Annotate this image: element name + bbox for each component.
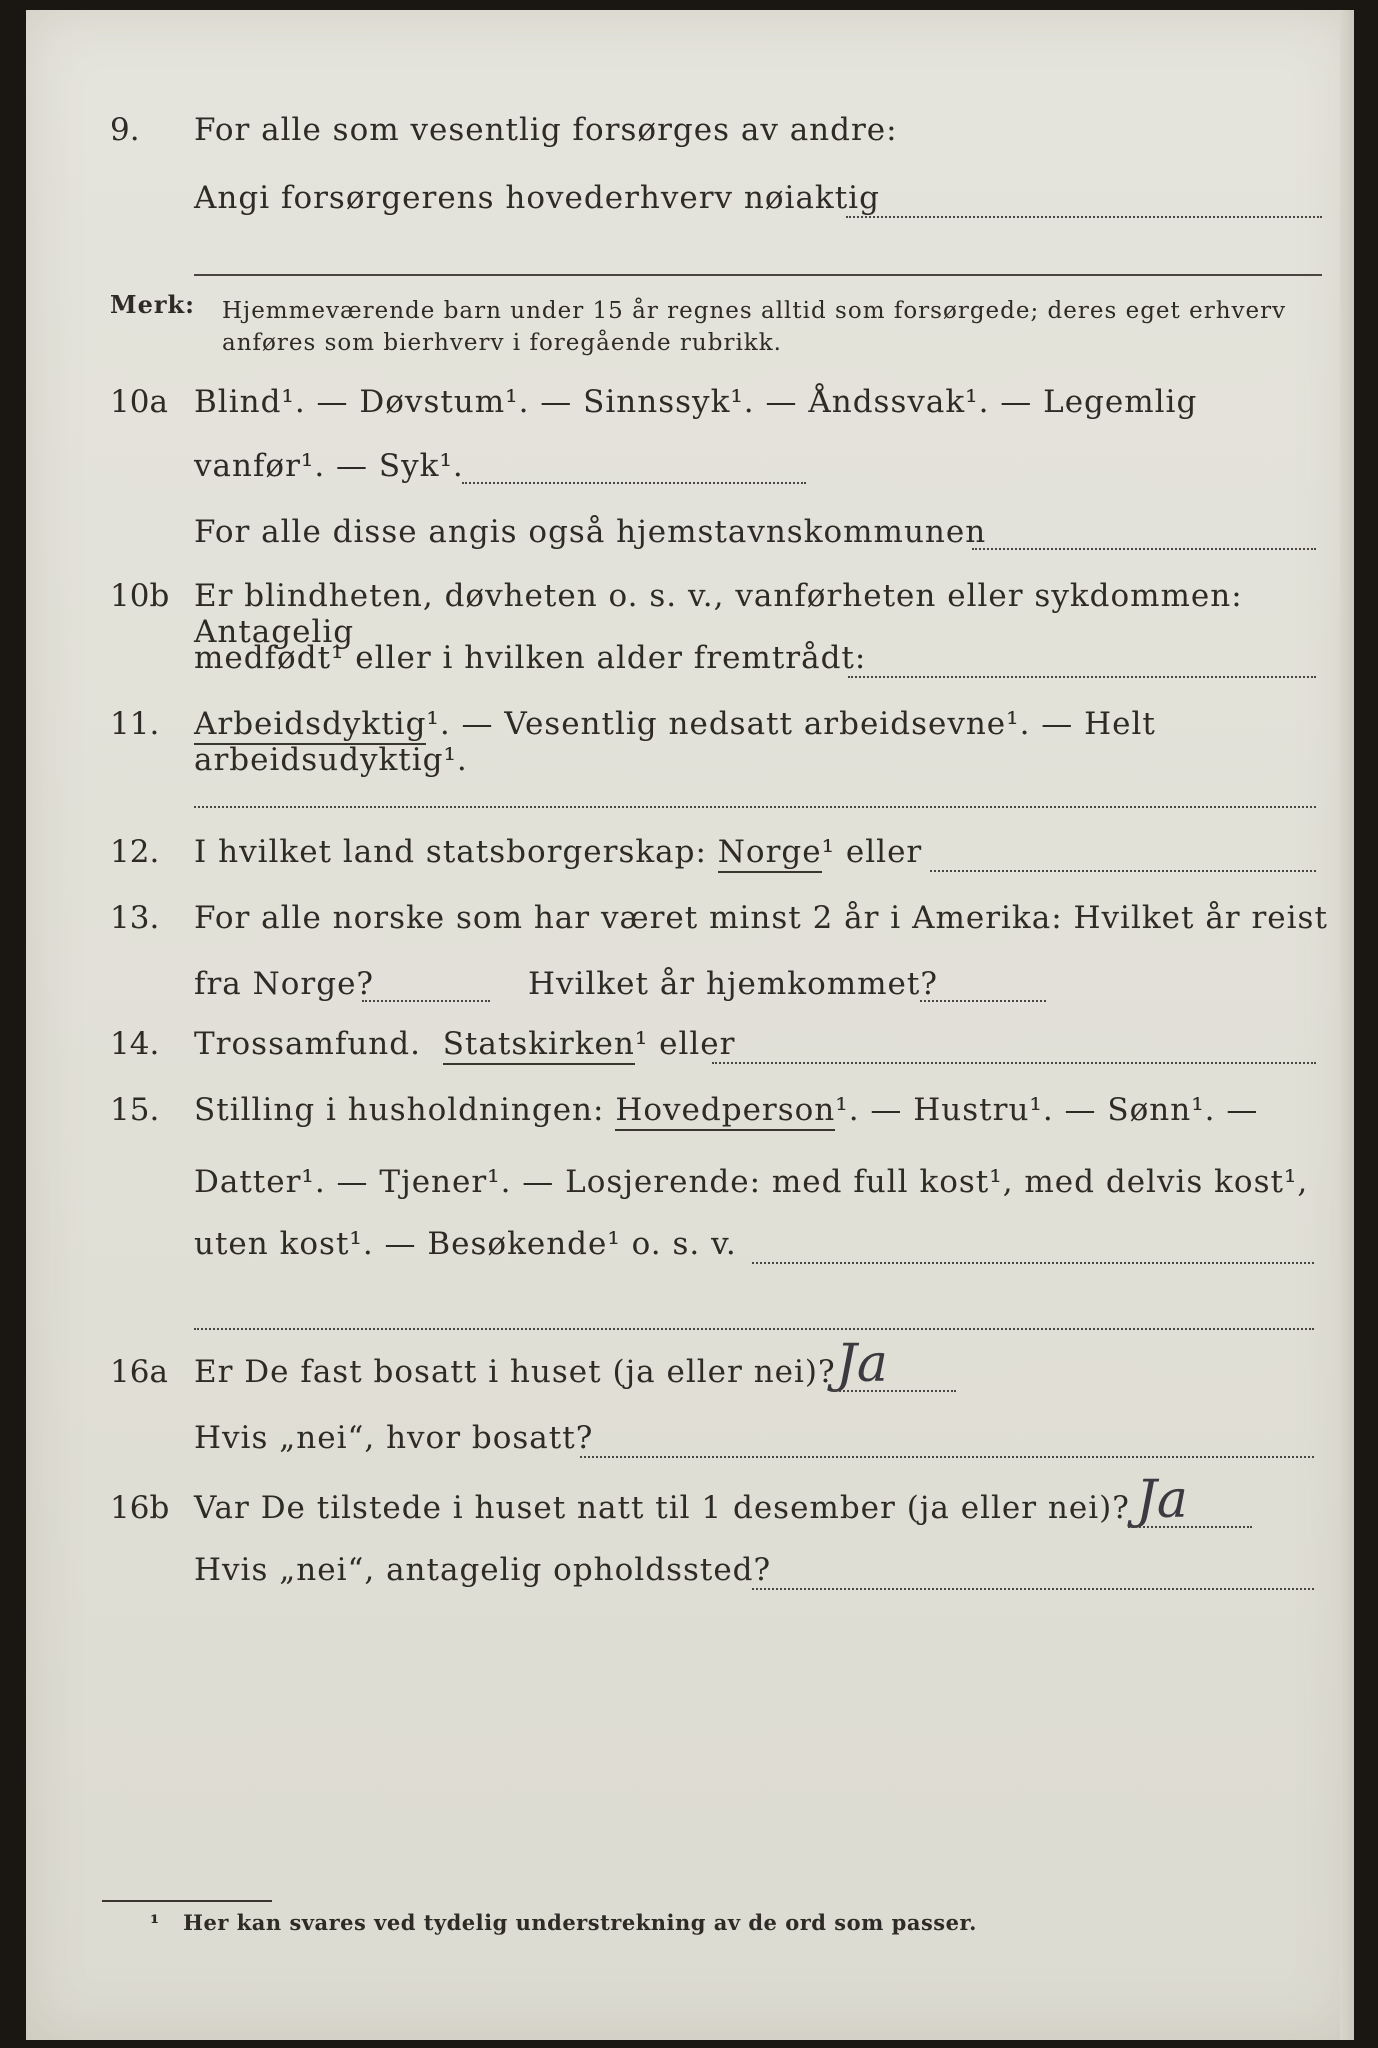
q10a-line3: For alle disse angis også hjemstavnskommunen: [194, 514, 987, 550]
q15-text: [194, 1092, 1258, 1128]
q13-reist-line[interactable]: [362, 1000, 490, 1002]
q12-option-norge[interactable]: Norge: [718, 834, 822, 873]
q14-answer-line[interactable]: [712, 1062, 1316, 1064]
q15-line2: Datter¹. — Tjener¹. — Losjerende: med full kost¹, med delvis kost¹,: [194, 1164, 1309, 1200]
q10b-answer-line[interactable]: [848, 676, 1316, 678]
q13-line2a: fra Norge?: [194, 966, 375, 1002]
q16a-line2: Hvis „nei“, hvor bosatt?: [194, 1420, 594, 1456]
q15-option-hovedperson[interactable]: Hovedperson: [615, 1092, 835, 1131]
q9-number: 9.: [110, 112, 140, 148]
q15-post: ¹. — Hustru¹. — Sønn¹. —: [835, 1092, 1259, 1128]
q16b-line2: Hvis „nei“, antagelig opholdssted?: [194, 1552, 772, 1588]
footnote-text: Her kan svares ved tydelig understrekning av de ord som passer.: [183, 1910, 977, 1935]
q12-pre: I hvilket land statsborgerskap:: [194, 834, 707, 870]
q9-line2: Angi forsørgerens hovederhverv nøiaktig: [194, 180, 880, 216]
footnote-mark: ¹: [150, 1910, 160, 1935]
q10a-number: 10a: [110, 384, 168, 420]
q16a-line1: Er De fast bosatt i huset (ja eller nei)?: [194, 1354, 836, 1390]
q15-line3: uten kost¹. — Besøkende¹ o. s. v.: [194, 1226, 737, 1262]
q12-answer-line[interactable]: [930, 870, 1316, 872]
q15-answer-line2[interactable]: [194, 1328, 1314, 1330]
q13-number: 13.: [110, 900, 160, 936]
q14-pre: Trossamfund.: [194, 1026, 421, 1062]
q13-line2b: Hvilket år hjemkommet?: [528, 966, 938, 1002]
q16b-handwritten-answer: Ja: [1136, 1470, 1188, 1530]
q9-answer-line2[interactable]: [194, 274, 1322, 276]
q16a-handwritten-answer: Ja: [836, 1334, 888, 1394]
footnote-rule: [102, 1900, 272, 1902]
q11-option-arbeidsdyktig[interactable]: Arbeidsdyktig: [194, 706, 426, 745]
page-edge: [1340, 10, 1354, 2040]
q11-answer-line[interactable]: [194, 806, 1316, 808]
q11-number: 11.: [110, 706, 160, 742]
q16b-answer-line[interactable]: [1128, 1526, 1252, 1528]
q11-rest: ¹. — Vesentlig nedsatt arbeidsevne¹. — Helt arbeidsudyktig¹.: [194, 706, 1156, 778]
footnote: [150, 1910, 977, 1935]
q10b-line2: medfødt¹ eller i hvilken alder fremtrådt:: [194, 640, 867, 676]
q15-answer-line[interactable]: [752, 1262, 1314, 1264]
q11-text: [194, 706, 1378, 778]
q16b-number: 16b: [110, 1490, 170, 1526]
q10b-number: 10b: [110, 578, 170, 614]
q9-answer-line[interactable]: [846, 216, 1322, 218]
q10a-line1: Blind¹. — Døvstum¹. — Sinnssyk¹. — Åndssvak¹. — Legemlig: [194, 384, 1198, 420]
q13-line1: For alle norske som har været minst 2 år i Amerika: Hvilket år reist: [194, 900, 1328, 936]
q16b-opholdssted-line[interactable]: [752, 1588, 1314, 1590]
q14-post: ¹ eller: [634, 1026, 736, 1062]
q14-number: 14.: [110, 1026, 160, 1062]
q12-text: [194, 834, 922, 870]
q12-post: ¹ eller: [821, 834, 923, 870]
q16a-bosatt-line[interactable]: [580, 1456, 1314, 1458]
q12-number: 12.: [110, 834, 160, 870]
q10a-syk-line[interactable]: [462, 482, 806, 484]
q15-number: 15.: [110, 1092, 160, 1128]
q16b-line1: Var De tilstede i huset natt til 1 desember (ja eller nei)?: [194, 1490, 1130, 1526]
q10a-line2: vanfør¹. — Syk¹.: [194, 448, 464, 484]
q9-line1: For alle som vesentlig forsørges av andre:: [194, 112, 898, 148]
merk-label: Merk:: [110, 290, 195, 319]
merk-line2: anføres som bierhverv i foregående rubrikk.: [222, 330, 782, 356]
q13-hjemkommet-line[interactable]: [920, 1000, 1046, 1002]
q15-pre: Stilling i husholdningen:: [194, 1092, 605, 1128]
merk-line1: Hjemmeværende barn under 15 år regnes alltid som forsørgede; deres eget erhverv: [222, 298, 1287, 324]
q16a-number: 16a: [110, 1354, 168, 1390]
q10b-line1: Er blindheten, døvheten o. s. v., vanførheten eller sykdommen: Antagelig: [194, 578, 1243, 650]
q14-option-statskirken[interactable]: Statskirken: [443, 1026, 635, 1065]
q14-text: [194, 1026, 735, 1062]
q10a-kommune-line[interactable]: [972, 548, 1316, 550]
q16a-answer-line[interactable]: [832, 1390, 956, 1392]
